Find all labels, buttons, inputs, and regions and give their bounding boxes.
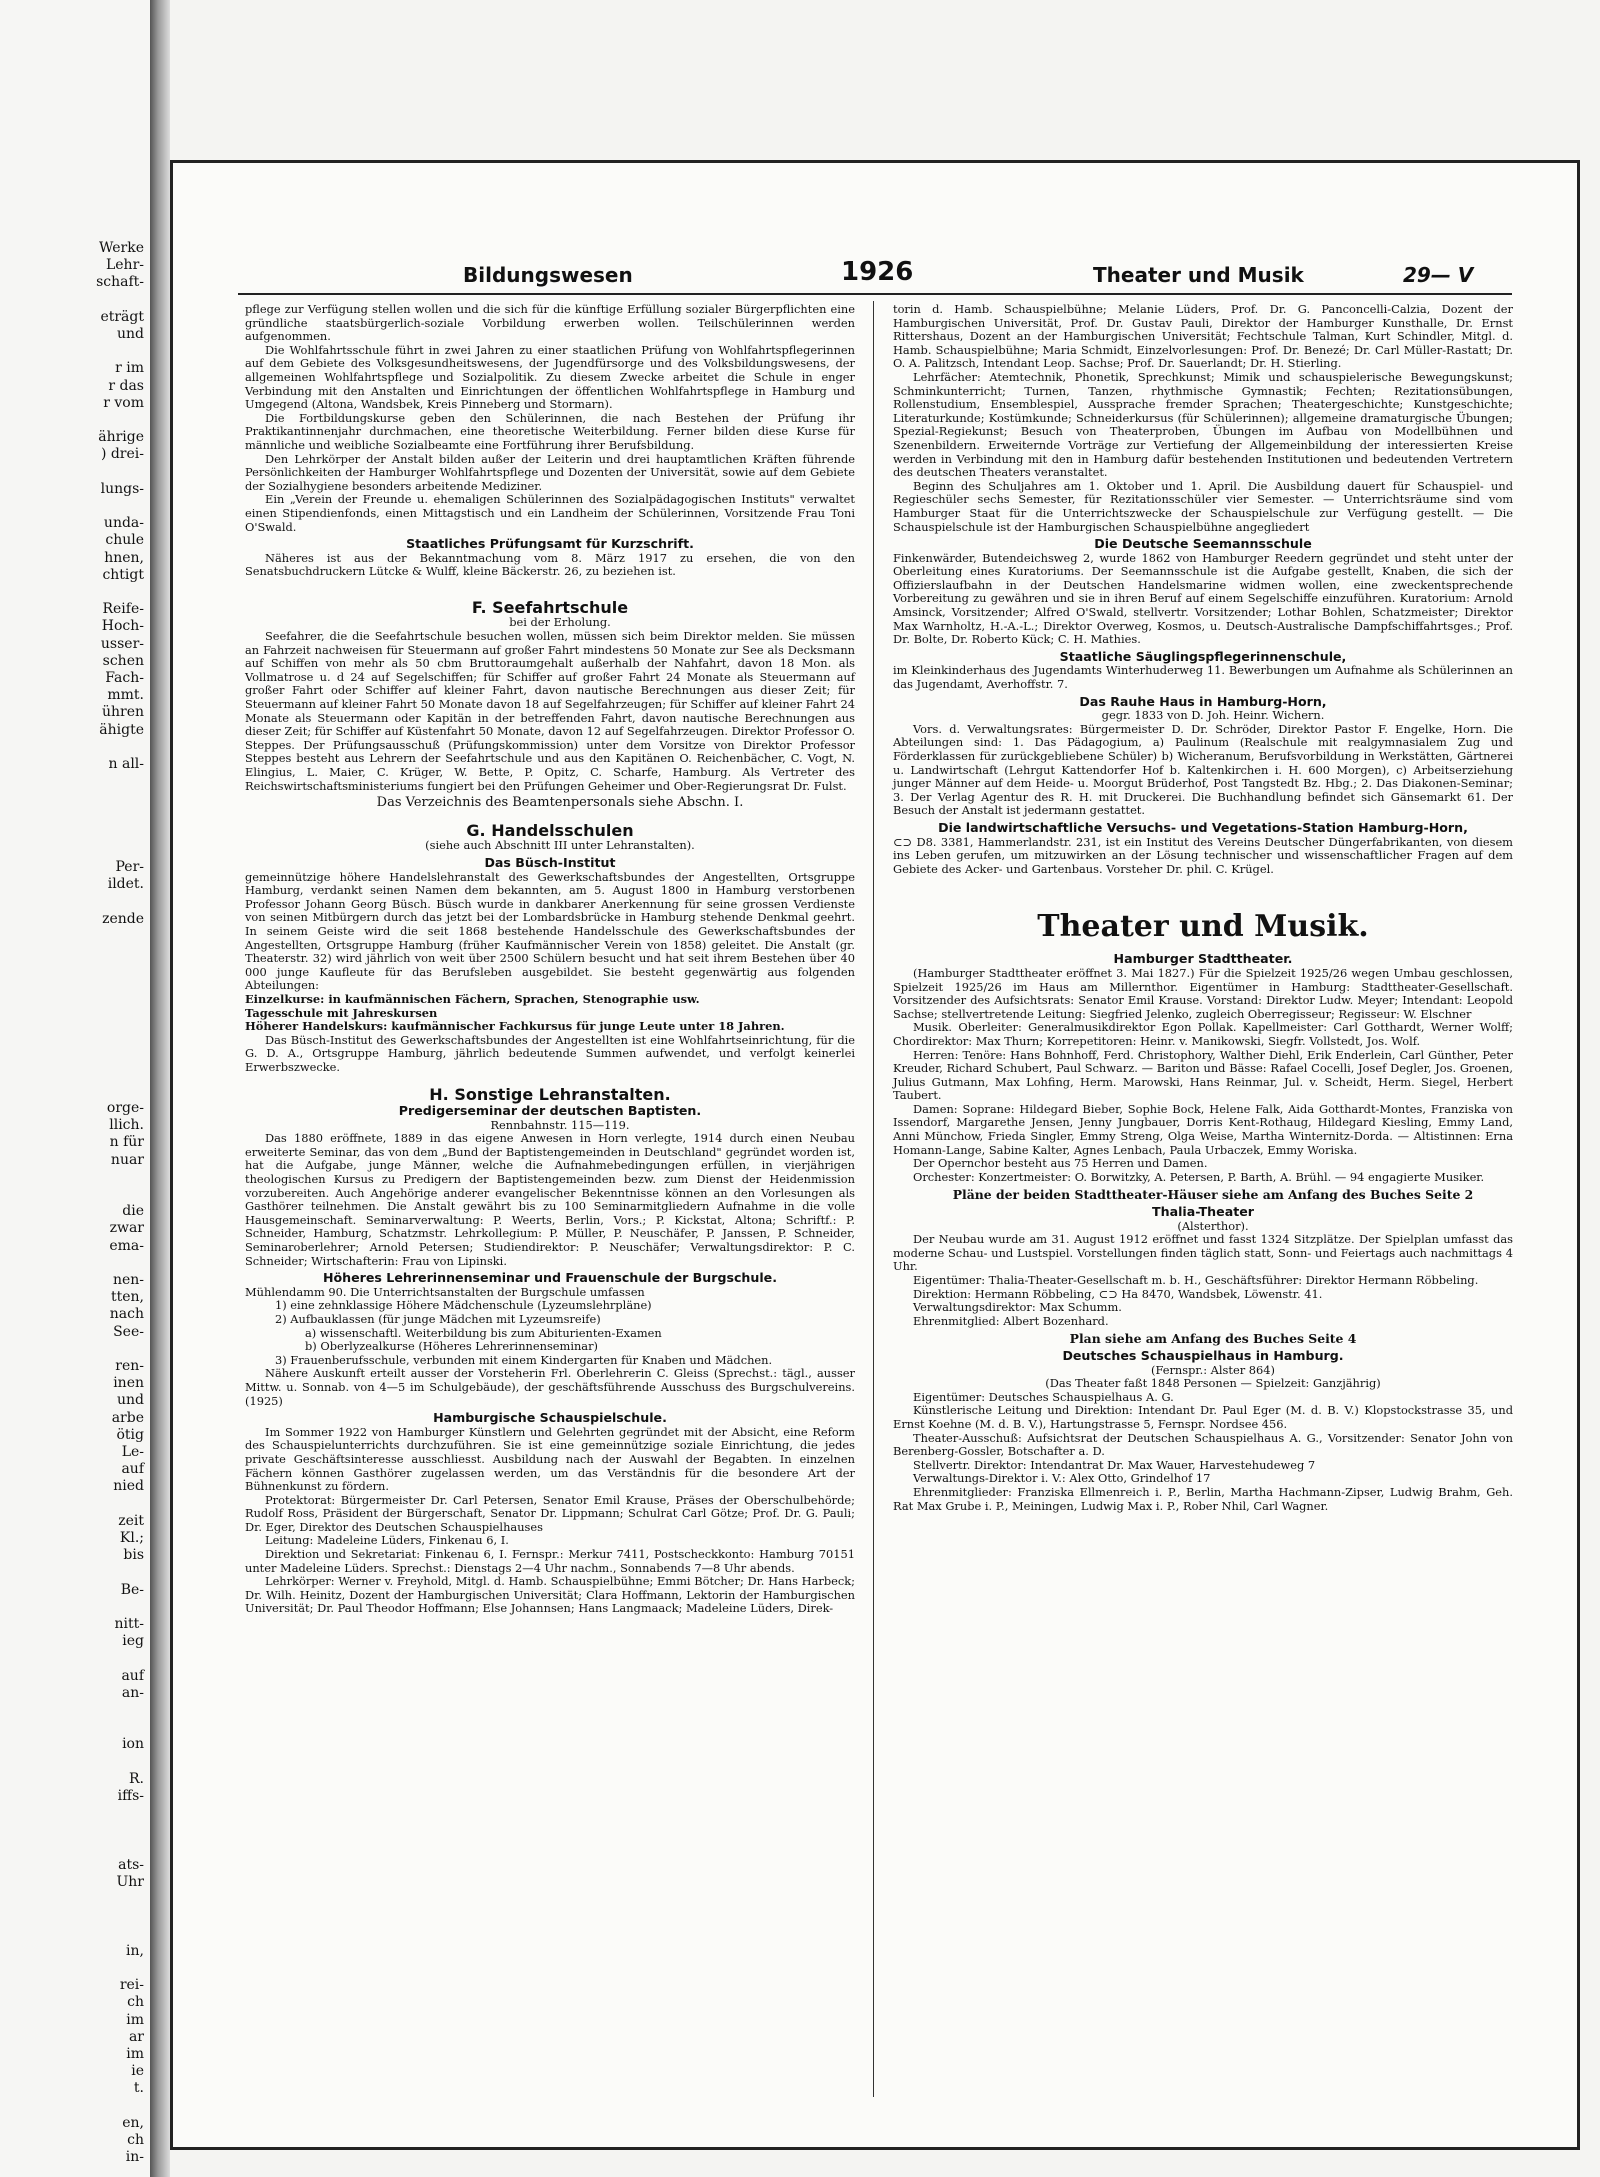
subheading: bei der Erholung. xyxy=(509,615,611,630)
note: Das Verzeichnis des Beamtenpersonals siehe Abschn. I. xyxy=(376,795,744,811)
margin-fragment: ähigte xyxy=(99,721,144,738)
margin-fragment: ildet. xyxy=(107,876,144,893)
margin-fragment: und xyxy=(117,326,144,342)
margin-fragment: rei- xyxy=(119,1977,144,1994)
section-heading: Staatliche Säuglingspflegerinnenschule, xyxy=(1059,648,1347,664)
paragraph: torin d. Hamb. Schauspielbühne; Melanie Lüders, Prof. Dr. G. Panconcelli-Calzia, Dozent der Hamburgischen Universität, Prof. Dr. Gustav Pauli, Direktor der Hamburger Kunsthalle, Dr. Ernst Rittershaus, Dozent an der Hamburgischen Universität; Fechtschule Talman, Kurt Schindler, Mitgl. d. Hamb. Schauspielbühne; Maria Schmidt, Einzelvorlesungen: Prof. Dr. Benezé; Dr. Carl Müller-Rastatt; Dr. O. A. Palitzsch, Intendant Leop. Sachse; Prof. Dr. Sauerlandt; Dr. H. Stierling. xyxy=(893,302,1513,371)
paragraph: Nähere Auskunft erteilt ausser der Vorsteherin Frl. Oberlehrerin C. Gleiss (Sprechst.: tägl., ausser Mittw. u. Sonnab. von 4—5 im Schulgebäude), der geschäftsführende Ausschuss des Burgschulvereins. (1925) xyxy=(245,1366,855,1408)
paragraph: Im Sommer 1922 von Hamburger Künstlern und Gelehrten gegründet mit der Absicht, eine Reform des Schauspielunterrichts durchzuführen. Sie ist eine gemeinnützige soziale Einrichtung, die jedes private Geschäftsinteresse ausschliesst. Ausbildung nach der Auswahl der Begabten. In einzelnen Fächern können Gasthörer zugelassen werden, um das Verständnis für die besondere Art der Bühnenkunst zu fördern. xyxy=(245,1424,855,1494)
paragraph: Lehrkörper: Werner v. Freyhold, Mitgl. d. Hamb. Schauspielbühne; Emmi Bötcher; Dr. Hans Harbeck; Dr. Wilh. Heinitz, Dozent der Hamburgischen Universität; Clara Hoffmann, Lektorin der Hamburgischen Universität; Dr. Paul Theodor Hoffmann; Else Johannsen; Hans Langmaack; Madeleine Lüders, Direk- xyxy=(245,1574,855,1616)
margin-fragment: schaft- xyxy=(96,274,144,291)
margin-fragment: nitt- xyxy=(114,1616,144,1632)
margin-fragment: ema- xyxy=(109,1237,144,1254)
paragraph: Künstlerische Leitung und Direktion: Intendant Dr. Paul Eger (M. d. B. V.) Klopstockstrasse 35, und Ernst Koehne (M. d. B. V.), Hartungstrasse 5, Fernspr. Nordsee 456. xyxy=(893,1403,1513,1431)
paragraph: Musik. Oberleiter: Generalmusikdirektor Egon Pollak. Kapellmeister: Carl Gotthardt, Werner Wolff; Chordirektor: Max Thurn; Korrepetitoren: Heinr. v. Manikowski, Siegfr. Vollstedt, Jos. Wolf. xyxy=(893,1020,1513,1048)
list-item: a) wissenschaftl. Weiterbildung bis zum Abiturienten-Examen xyxy=(305,1325,662,1340)
margin-fragment: Werke xyxy=(99,240,144,256)
address: Rennbahnstr. 115—119. xyxy=(490,1117,630,1132)
subheading: gegr. 1833 von D. Joh. Heinr. Wichern. xyxy=(1101,708,1325,723)
left-column xyxy=(245,303,855,1616)
margin-fragment: r das xyxy=(108,377,144,394)
paragraph: ⊂⊃ D8. 3381, Hammerlandstr. 231, ist ein Institut des Vereins Deutscher Düngerfabrikanten, von diesem ins Leben gerufen, um mitzuwirken an der Lösung technischer und wissenschaftlicher Fragen auf dem Gebiete des Acker- und Gartenbaus. Vorsteher Dr. phil. C. Krügel. xyxy=(893,834,1513,876)
page-binding xyxy=(150,0,170,2177)
paragraph: Beginn des Schuljahres am 1. Oktober und 1. April. Die Ausbildung dauert für Schauspiel- und Regieschüler sechs Semester, für Rezitationsschüler vier Semester. — Unterrichtsräume sind vom Hamburger Staat für die Unterrichtszwecke der Schauspielschule zur Verfügung gestellt. — Die Schauspielschule ist der Hamburgischen Schauspielbühne angegliedert xyxy=(893,478,1513,534)
margin-fragment: ion xyxy=(122,1736,144,1753)
margin-fragment: mmt. xyxy=(107,687,144,704)
paragraph: Verwaltungs-Direktor i. V.: Alex Otto, Grindelhof 17 xyxy=(913,1471,1211,1486)
paragraph: Die Fortbildungskurse geben den Schülerinnen, die nach Bestehen der Prüfung ihr Praktikantinnenjahr durchmachen, eine theoretische Weiterbildung. Ferner bilden diese Kurse für männliche und weibliche Sozialbeamte eine Fortführung ihrer Berufsbildung. xyxy=(245,410,855,452)
list-item: 1) eine zehnklassige Höhere Mädchenschule (Lyzeumslehrpläne) xyxy=(275,1298,652,1313)
section-heading: Hamburgische Schauspielschule. xyxy=(433,1410,667,1426)
margin-fragment: Uhr xyxy=(116,1874,144,1890)
paragraph: Näheres ist aus der Bekanntmachung vom 8. März 1917 zu ersehen, die von den Senatsbuchdruckern Lütcke & Wulff, kleine Bäckerstr. 26, zu beziehen ist. xyxy=(245,550,855,579)
margin-fragment: ren- xyxy=(115,1358,144,1374)
margin-fragment: ährige xyxy=(98,429,144,446)
margin-fragment: nuar xyxy=(110,1151,144,1168)
paragraph: im Kleinkinderhaus des Jugendamts Winterhuderweg 11. Bewerbungen um Aufnahme als Schülerinnen an das Jugendamt, Averhoffstr. 7. xyxy=(893,663,1513,692)
margin-fragment: nen- xyxy=(112,1272,144,1288)
margin-fragment: in, xyxy=(126,1942,144,1959)
margin-fragment: arbe xyxy=(111,1409,144,1426)
paragraph: Mühlendamm 90. Die Unterrichtsanstalten der Burgschule umfassen xyxy=(245,1284,645,1299)
paragraph: Orchester: Konzertmeister: O. Borwitzky, A. Petersen, P. Barth, A. Brühl. — 94 engagierte Musiker. xyxy=(913,1169,1485,1184)
chapter-heading: G. Handelsschulen xyxy=(466,820,634,840)
paragraph: (Hamburger Stadttheater eröffnet 3. Mai 1827.) Für die Spielzeit 1925/26 wegen Umbau geschlossen, Spielzeit 1925/26 im Haus am Millernthor. Eigentümer in Hamburg: Stadttheater-Gesellschaft. Vorsitzender des Aufsichtsrats: Senator Emil Krause. Vorstand: Direktor Ludw. Meyer; Intendant: Leopold Sachse; stellvertretende Leitung: Siegfried Jelenko, zugleich Oberregisseur; Regisseur: W. Elschner xyxy=(893,965,1513,1021)
list-item: b) Oberlyzealkurse (Höheres Lehrerinnenseminar) xyxy=(305,1339,598,1354)
paragraph: Die Wohlfahrtsschule führt in zwei Jahren zu einer staatlichen Prüfung von Wohlfahrtspflegerinnen auf dem Gebiete des Volksgesundheitswesens, der Jugendfürsorge und des Volksbildungswesens, der allgemeinen Wohlfahrtspflege und Sozialpolitik. Zu diesem Zwecke arbeitet die Schule in enger Verbindung mit den Anstalten und Einrichtungen der öffentlichen Wohlfahrtspflege in Hamburg und Umgegend (Altona, Wandsbek, Kreis Pinneberg und Stormarn). xyxy=(245,342,855,412)
note: Pläne der beiden Stadttheater-Häuser siehe am Anfang des Buches Seite 2 xyxy=(952,1187,1474,1203)
paragraph: Finkenwärder, Butendeichsweg 2, wurde 1862 von Hamburger Reedern gegründet und steht unter der Oberleitung eines Kuratoriums. Der Seemannsschule ist die Aufgabe gestellt, Knaben, die sich der Offizierslaufbahn in der Deutschen Handelsmarine widmen wollen, eine zweckentsprechende Vorbereitung zu gewähren und sie in ihren Beruf auf einem Segelschiffe einzuführen. Kuratorium: Arnold Amsinck, Vorsitzender; Alfred O'Swald, stellvertr. Vorsitzender; Lothar Bohlen, Schatzmeister; Direktor Max Warnholtz, H.-A.-L.; Direktor Overweg, Kosmos, u. Deutsch-Australische Dampfschiffahrtsges.; Prof. Dr. Bolte, Dr. Roberto Kück; C. H. Mathies. xyxy=(893,550,1513,647)
right-column xyxy=(893,303,1513,1513)
chapter-heading: F. Seefahrtschule xyxy=(471,597,629,617)
margin-fragment: llich. xyxy=(109,1117,144,1134)
margin-fragment: ats- xyxy=(118,1856,144,1873)
margin-fragment: auf xyxy=(121,1667,144,1684)
margin-fragment: zende xyxy=(102,910,144,927)
margin-fragment: Reife- xyxy=(102,601,144,618)
paragraph: Theater-Ausschuß: Aufsichtsrat der Deutschen Schauspielhaus A. G., Vorsitzender: Senator John von Berenberg-Gossler, Botschafter a. D. xyxy=(893,1430,1513,1459)
section-heading: Das Rauhe Haus in Hamburg-Horn, xyxy=(1079,693,1327,709)
margin-fragment: lungs- xyxy=(100,480,144,497)
header-section-right: Theater und Musik xyxy=(1093,263,1304,287)
subheading: (siehe auch Abschnitt III unter Lehranstalten). xyxy=(425,838,695,853)
margin-fragment: und xyxy=(117,1392,144,1409)
margin-fragment: Hoch- xyxy=(101,618,144,635)
section-heading: Die landwirtschaftliche Versuchs- und Vegetations-Station Hamburg-Horn, xyxy=(938,819,1468,835)
margin-fragment: chtigt xyxy=(102,566,144,583)
margin-fragment: ) drei- xyxy=(100,446,144,463)
paragraph: Vors. d. Verwaltungsrates: Bürgermeister D. Dr. Schröder, Direktor Pastor F. Engelke, Horn. Die Abteilungen sind: 1. Das Pädagogium, a) Paulinum (Realschule mit realgymnasialem Zug und Förderklassen für zurückgebliebene Schüler) b) Wicheranum, Berufsvorbildung in Werkstätten, Gärtnerei u. Landwirtschaft (Lehrgut Kattendorfer Hof b. Kaltenkirchen i. H. 600 Morgen), c) Arbeitserziehung junger Männer auf dem Heide- u. Moorgut Brüderhof, Post Tangstedt Bz. Hbg.; 2. Das Diakonen-Seminar; 3. Der Verlag Agentur des R. H. mit Druckerei. Die Buchhandlung befindet sich Gänsemarkt 61. Der Besuch der Anstalt ist jedermann gestattet. xyxy=(893,721,1513,818)
margin-fragment: t. xyxy=(133,2080,144,2097)
subheading: (Alsterthor). xyxy=(1177,1218,1249,1233)
margin-fragment: ühren xyxy=(101,704,144,721)
margin-fragment: ch xyxy=(127,1994,144,2011)
margin-fragment: bis xyxy=(123,1547,144,1564)
document-page xyxy=(170,160,1580,2150)
margin-fragment: die xyxy=(122,1203,144,1220)
paragraph: Der Opernchor besteht aus 75 Herren und Damen. xyxy=(913,1156,1208,1171)
margin-fragment: eträgt xyxy=(100,308,144,325)
paragraph: Direktion und Sekretariat: Finkenau 6, I. Fernspr.: Merkur 7411, Postscheckkonto: Hamburg 70151 unter Madeleine Lüders. Sprechst.: Dienstags 2—4 Uhr nachm., Sonnabends 7—8 Uhr abends. xyxy=(245,1547,855,1575)
margin-fragment: tten, xyxy=(110,1289,144,1306)
margin-fragment: Per- xyxy=(115,859,144,876)
section-heading: Das Büsch-Institut xyxy=(484,854,616,870)
paragraph: Lehrfächer: Atemtechnik, Phonetik, Sprechkunst; Mimik und schauspielerische Bewegungskunst; Schminkunterricht; Turnen, Tanzen, rhythmische Gymnastik; Fechten; Rezitationsübungen, Rollenstudium, Ensemblespiel, Aussprache fremder Sprachen; Theatergeschichte; Kunstgeschichte; Literaturkunde; Kostümkunde; Schneiderkursus (für Schülerinnen); allgemeine dramaturgische Übungen; Spezial-Regiekunst; Besuch von Theaterproben, Übungen im Aufbau von Modellbühnen und Szenenbildern. Erweiternde Vorträge zur Vertiefung der Allgemeinbildung der interessierten Kreise werden in Verbindung mit den in Hamburg dafür bestehenden Institutionen und bedeutenden Vertretern des deutschen Theaters veranstaltet. xyxy=(893,369,1513,480)
margin-fragment: ieg xyxy=(122,1633,144,1650)
margin-fragment: See- xyxy=(113,1323,144,1340)
margin-fragment: nied xyxy=(113,1478,144,1495)
margin-fragment: n all- xyxy=(108,756,144,772)
previous-page-fragment xyxy=(0,0,152,2177)
margin-fragment: in- xyxy=(125,2149,144,2166)
margin-fragment: Lehr- xyxy=(105,257,144,274)
header-section-left: Bildungswesen xyxy=(463,263,633,287)
paragraph: Stellvertr. Direktor: Intendantrat Dr. Max Wauer, Harvestehudeweg 7 xyxy=(913,1457,1316,1472)
paragraph: Ein „Verein der Freunde u. ehemaligen Schülerinnen des Sozialpädagogischen Instituts" verwaltet einen Stipendienfonds, einen Mittagstisch und ein Landheim der Schülerinnen, Vorsitzende Frau Toni O'Swald. xyxy=(245,492,855,534)
column-divider xyxy=(873,301,874,2097)
paragraph: pflege zur Verfügung stellen wollen und die sich für die künftige Erfüllung sozialer Bürgerpflichten eine gründliche staatsbürgerlich-soziale Vorbildung erwerben wollen. Teilschülerinnen werden aufgenommen. xyxy=(245,302,855,344)
margin-fragment: iffs- xyxy=(117,1788,144,1804)
subheading: (Fernspr.: Alster 864) xyxy=(1151,1362,1275,1377)
margin-fragment: inen xyxy=(113,1375,144,1392)
paragraph: Ehrenmitglied: Albert Bozenhard. xyxy=(913,1313,1109,1328)
margin-fragment: r im xyxy=(115,360,144,377)
paragraph: Herren: Tenöre: Hans Bohnhoff, Ferd. Christophory, Walther Diehl, Erik Enderlein, Carl Günther, Peter Kreuder, Richard Schubert, Paul Schwarz. — Bariton und Bässe: Rafael Cocelli, Josef Degler, Jos. Groenen, Julius Gutmann, Max Lohfing, Herm. Marowski, Hans Reinmar, Jul. v. Scheidt, Herm. Siegel, Herbert Taubert. xyxy=(893,1047,1513,1103)
paragraph: Damen: Soprane: Hildegard Bieber, Sophie Bock, Helene Falk, Aida Gotthardt-Montes, Franziska von Issendorf, Margarethe Jensen, Jenny Jungbauer, Dorris Kent-Rothaug, Hildegard Kiesling, Emmy Land, Anni Münchow, Frieda Singler, Emmy Streng, Olga Weise, Martha Winternitz-Dorda. — Altistinnen: Erna Homann-Lange, Sabine Kalter, Agnes Lenbach, Paula Urbaczek, Emmy Woriska. xyxy=(893,1101,1513,1157)
main-section-title: Theater und Musik. xyxy=(1037,909,1369,945)
subheading: (Das Theater faßt 1848 Personen — Spielzeit: Ganzjährig) xyxy=(1045,1376,1381,1391)
section-heading: Deutsches Schauspielhaus in Hamburg. xyxy=(1062,1347,1344,1363)
list-item: Höherer Handelskurs: kaufmännischer Fachkursus für junge Leute unter 18 Jahren. xyxy=(245,1019,785,1034)
header-rule xyxy=(238,293,1512,295)
margin-fragment: Fach- xyxy=(105,670,144,686)
section-heading: Die Deutsche Seemannsschule xyxy=(1094,536,1312,552)
paragraph: Seefahrer, die die Seefahrtschule besuchen wollen, müssen sich beim Direktor melden. Sie müssen an Fahrzeit nachweisen für Steuermann auf großer Fahrt mindestens 50 Monate zur See als Decksmann auf Schiffen von mehr als 50 cbm Bruttoraumgehalt außerhalb der Nahfahrt, davon 18 Mon. als Vollmatrose u. d 24 auf Segelschiffen; für Schiffer auf großer Fahrt 24 Monate als Steuermann auf großer Fahrt oder Schiffer auf kleiner Fahrt, davon nautische Berechnungen aus dieser Zeit; für Steuermann auf kleiner Fahrt 50 Monate davon 18 auf Segelfahrzeugen; für Schiffer auf kleiner Fahrt 24 Monate als Steuermann oder Kapitän in der betreffenden Fahrt, davon nautische Berechnungen aus dieser Zeit; für Schiffer auf Küstenfahrt 50 Monate, davon 12 auf Segelfahrzeugen. Direktor Professor O. Steppes. Der Prüfungsausschuß (Prüfungskommission) unter dem Vorsitze von Direktor Professor Steppes besteht aus Lehrern der Seefahrtschule und aus den Kapitänen O. Reichenbächer, C. Vogt, N. Elingius, L. Maier, C. Krüger, W. Bette, P. Opitz, C. Scharfe, Hamburg. Als Vertreter des Reichswirtschaftsministeriums fungiert bei den Prüfungen Geheimer und Ober-Regierungsrat Dr. Fulst. xyxy=(245,629,855,793)
paragraph: Das Büsch-Institut des Gewerkschaftsbundes der Angestellten ist eine Wohlfahrtseinrichtung, für die G. D. A., Ortsgruppe Hamburg, jährlich bedeutende Summen aufwendet, und verfolgt keinerlei Erwerbszwecke. xyxy=(245,1032,855,1074)
margin-fragment: Kl.; xyxy=(119,1530,144,1546)
list-item: Einzelkurse: in kaufmännischen Fächern, Sprachen, Stenographie usw. xyxy=(245,991,700,1006)
margin-fragment: schen xyxy=(102,652,144,669)
margin-fragment: usser- xyxy=(100,635,144,652)
paragraph: Eigentümer: Deutsches Schauspielhaus A. G. xyxy=(913,1389,1174,1404)
section-heading: Predigerseminar der deutschen Baptisten. xyxy=(398,1103,702,1119)
paragraph: Direktion: Hermann Röbbeling, ⊂⊃ Ha 8470, Wandsbek, Löwenstr. 41. xyxy=(913,1286,1323,1301)
margin-fragment: n für xyxy=(109,1134,144,1151)
margin-fragment: unda- xyxy=(103,515,144,532)
margin-fragment: an- xyxy=(121,1684,144,1701)
chapter-heading: H. Sonstige Lehranstalten. xyxy=(429,1085,671,1105)
margin-fragment: nach xyxy=(109,1306,144,1323)
margin-fragment: ch xyxy=(127,2132,144,2148)
margin-fragment: hnen, xyxy=(104,549,144,566)
margin-fragment: im xyxy=(126,2011,144,2028)
paragraph: Verwaltungsdirektor: Max Schumm. xyxy=(913,1300,1122,1315)
paragraph: Leitung: Madeleine Lüders, Finkenau 6, I. xyxy=(265,1533,509,1548)
paragraph: Eigentümer: Thalia-Theater-Gesellschaft m. b. H., Geschäftsführer: Direktor Hermann Röbbeling. xyxy=(913,1273,1479,1287)
section-heading: Höheres Lehrerinnenseminar und Frauenschule der Burgschule. xyxy=(322,1270,778,1286)
header-page-number: 29— V xyxy=(1403,263,1474,287)
paragraph: Ehrenmitglieder: Franziska Ellmenreich i. P., Berlin, Martha Hachmann-Zipser, Ludwig Brahm, Geh. Rat Max Grube i. P., Meiningen, Ludwig Max i. P., Rober Nhil, Carl Wagner. xyxy=(893,1484,1513,1513)
margin-fragment: zeit xyxy=(118,1512,144,1529)
section-heading: Staatliches Prüfungsamt für Kurzschrift. xyxy=(406,536,694,552)
margin-fragment: ar xyxy=(128,2028,144,2045)
list-item: 2) Aufbauklassen (für junge Mädchen mit Lyzeumsreife) xyxy=(275,1311,601,1326)
margin-fragment: r vom xyxy=(103,394,144,411)
margin-fragment: ötig xyxy=(116,1426,144,1443)
paragraph: Den Lehrkörper der Anstalt bilden außer der Leiterin und drei hauptamtlichen Kräften führende Persönlichkeiten der Hamburger Wohlfahrtspflege und Dozenten der Universität, sowie auf dem Gebiete der Sozialhygiene besonders arbeitende Mediziner. xyxy=(245,451,855,493)
list-item: 3) Frauenberufsschule, verbunden mit einem Kindergarten für Knaben und Mädchen. xyxy=(275,1352,773,1367)
margin-fragment: im xyxy=(126,2046,144,2062)
margin-fragment: R. xyxy=(129,1770,144,1787)
margin-fragment: chule xyxy=(105,532,144,549)
page-header xyxy=(173,255,1577,295)
margin-fragment: ie xyxy=(131,2063,144,2080)
paragraph: Der Neubau wurde am 31. August 1912 eröffnet und fasst 1324 Sitzplätze. Der Spielplan umfasst das moderne Schau- und Lustspiel. Vorstellungen finden täglich statt, Sonn- und Feiertags auch nachmittags 4 Uhr. xyxy=(893,1232,1513,1274)
header-year: 1926 xyxy=(841,257,914,287)
margin-fragment: auf xyxy=(121,1461,144,1478)
paragraph: Das 1880 eröffnete, 1889 in das eigene Anwesen in Horn verlegte, 1914 durch einen Neubau erweiterte Seminar, das von dem „Bund der Baptistengemeinden in Deutschland" gegründet worden ist, hat die Aufgabe, junge Männer, welche die Aufnahmebedingungen erfüllen, in vierjährigen theologischen Kursus zu Predigern der Baptistengemeinden bezw. zum Dienst der Heidenmission vorzubereiten. Auch Angehörige anderer evangelischer Bekenntnisse können an den Vorlesungen als Gasthörer teilnehmen. Die Anstalt gewährt bis zu 100 Seminarmitgliedern Aufnahme in die volle Hausgemeinschaft. Seminarverwaltung: P. Weerts, Berlin, Vors.; P. Kickstat, Altona; Schriftf.: P. Schneider, Hamburg, Schatzmstr. Lehrkollegium: P. Müller, P. Neuschäfer, P. Janssen, P. Schneider, Seminaroberlehrer; Arnold Petersen; Studiendirektor: P. Neuschäfer; Verwaltungsdirektor: P. C. Schneider; Wirtschafterin: Frau von Lipinski. xyxy=(245,1131,855,1268)
paragraph: Protektorat: Bürgermeister Dr. Carl Petersen, Senator Emil Krause, Präses der Oberschulbehörde; Rudolf Ross, Präsident der Bürgerschaft, Senator Dr. Lippmann; Schulrat Carl Götze; Prof. Dr. G. Pauli; Dr. Eger, Direktor des Deutschen Schauspielhauses xyxy=(245,1492,855,1534)
margin-fragment: en, xyxy=(122,2114,144,2131)
section-heading: Hamburger Stadttheater. xyxy=(1113,951,1293,967)
list-item: Tagesschule mit Jahreskursen xyxy=(245,1005,438,1020)
paragraph: gemeinnützige höhere Handelslehranstalt des Gewerkschaftsbundes der Angestellten, Ortsgruppe Hamburg, verdankt seinen Namen dem bekannten, am 5. August 1800 in Hamburg verstorbenen Professor Johann Georg Büsch. Büsch wurde in dankbarer Anerkennung für seine grossen Verdienste von seinen Mitbürgern durch das jetzt bei der Lombardsbrücke in Hamburg stehende Denkmal geehrt. In seinem Geiste wird die seit 1868 bestehende Handelsschule des Gewerkschaftsbundes der Angestellten, Ortsgruppe Hamburg (früher Kaufmännischer Verein von 1858) geleitet. Die Anstalt (gr. Theaterstr. 32) wird jährlich von weit über 2500 Schülern besucht und hat seit ihrem Bestehen über 40 000 junge Kaufleute für das Berufsleben ausgebildet. Sie besteht gegenwärtig aus folgenden Abteilungen: xyxy=(245,869,855,993)
margin-fragment: Be- xyxy=(120,1581,144,1598)
note: Plan siehe am Anfang des Buches Seite 4 xyxy=(1069,1331,1357,1347)
margin-fragment: orge- xyxy=(106,1100,144,1116)
section-heading: Thalia-Theater xyxy=(1152,1204,1254,1220)
margin-fragment: Le- xyxy=(121,1444,144,1460)
margin-fragment: zwar xyxy=(109,1220,144,1237)
